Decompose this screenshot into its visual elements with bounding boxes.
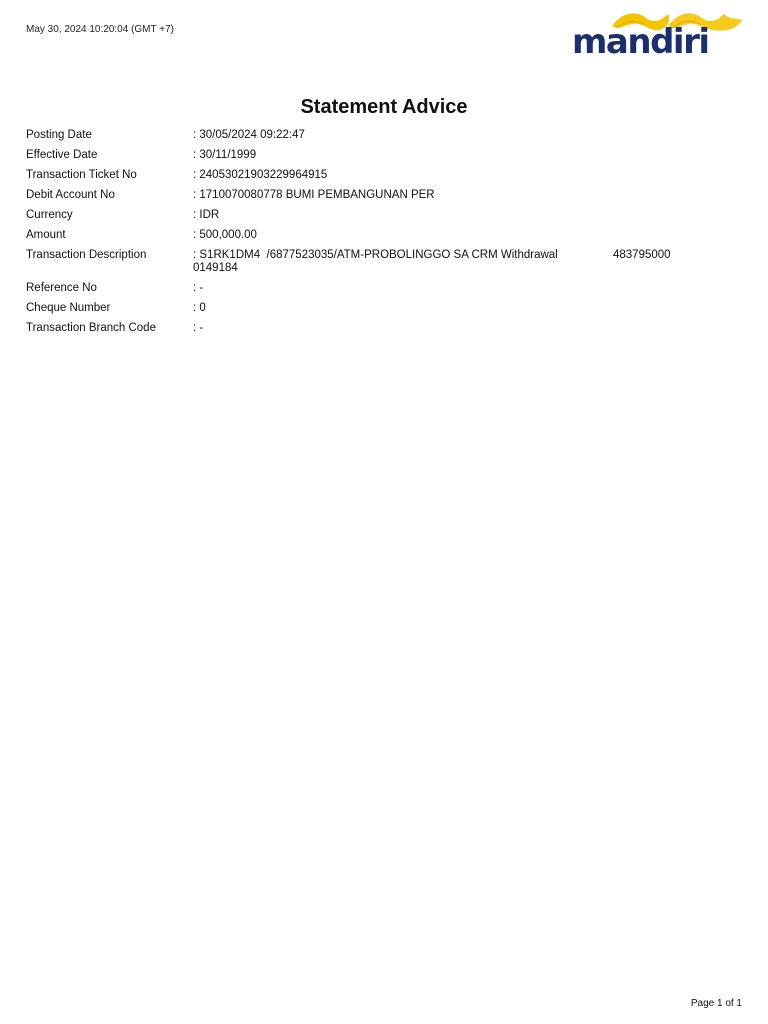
page-title: Statement Advice [300,96,468,118]
field-value: : 500,000.00 [193,229,257,241]
field-row-ticket-no [26,169,746,182]
field-label: Debit Account No [26,189,115,201]
field-label: Cheque Number [26,302,111,314]
field-label: Transaction Branch Code [26,322,156,334]
field-value: : 0 [193,302,206,314]
field-row-currency [26,209,746,222]
field-label: Reference No [26,282,97,294]
mandiri-logo [572,8,748,64]
field-row-transaction-description [26,249,746,275]
field-value: : 1710070080778 BUMI PEMBANGUNAN PER [193,189,435,201]
field-value: : - [193,282,204,294]
header-timestamp: May 30, 2024 10:20:04 (GMT +7) [26,24,174,35]
field-row-debit-account [26,189,746,202]
field-label: Transaction Description [26,249,147,261]
field-label: Posting Date [26,129,92,141]
field-label: Effective Date [26,149,98,161]
field-value: : IDR [193,209,220,221]
field-row-reference-no [26,282,746,295]
field-value: : 30/05/2024 09:22:47 [193,129,305,141]
field-value: : - [193,322,204,334]
field-row-effective-date [26,149,746,162]
field-label: Transaction Ticket No [26,169,137,181]
field-row-cheque-number [26,302,746,315]
field-label: Currency [26,209,73,221]
logo-text: mandiri [572,22,709,62]
field-label: Amount [26,229,66,241]
field-extra-value: 483795000 [613,249,671,261]
field-value: : S1RK1DM4 /6877523035/ATM-PROBOLINGGO SA CRM Withdrawal 0149184 [193,249,558,274]
page-number: Page 1 of 1 [690,998,742,1009]
field-value: : 24053021903229964915 [193,169,328,181]
field-row-branch-code [26,322,746,335]
field-row-amount [26,229,746,242]
field-value: : 30/11/1999 [193,149,257,161]
field-row-posting-date [26,129,746,142]
statement-fields [26,129,746,342]
